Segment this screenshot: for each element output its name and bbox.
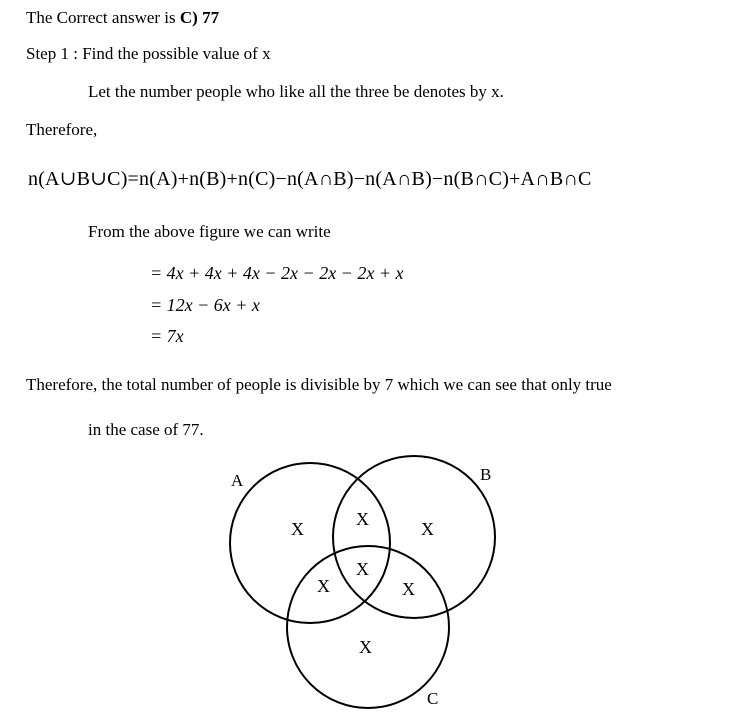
conclusion-line-2: in the case of 77. (88, 420, 204, 439)
answer-prefix: The Correct answer is (26, 8, 180, 27)
answer-value: C) 77 (179, 8, 220, 27)
region-bc: X (402, 579, 415, 599)
calc-line-1: = 4x + 4x + 4x − 2x − 2x − 2x + x (150, 263, 404, 283)
calc-line-3: = 7x (150, 326, 184, 346)
region-abc: X (356, 559, 369, 579)
label-b: B (480, 465, 492, 484)
calc-line-2: = 12x − 6x + x (150, 295, 260, 315)
label-c: C (427, 689, 439, 708)
conclusion-line-1: Therefore, the total number of people is divisible by 7 which we can see that only true (26, 375, 612, 394)
region-ab: X (356, 509, 369, 529)
step-1-heading: Step 1 : Find the possible value of x (26, 44, 271, 63)
region-ac: X (317, 576, 330, 596)
union-formula: n(A∪B∪C)=n(A)+n(B)+n(C)−n(A∩B)−n(A∩B)−n(B∩C)+A∩B∩C (28, 168, 592, 190)
region-b-only: X (421, 519, 434, 539)
region-c-only: X (359, 637, 372, 657)
figure-statement: From the above figure we can write (88, 222, 331, 241)
therefore-label: Therefore, (26, 120, 98, 139)
let-statement: Let the number people who like all the three be denotes by x. (88, 82, 504, 101)
label-a: A (231, 471, 244, 490)
region-a-only: X (291, 519, 304, 539)
circle-a (230, 463, 390, 623)
